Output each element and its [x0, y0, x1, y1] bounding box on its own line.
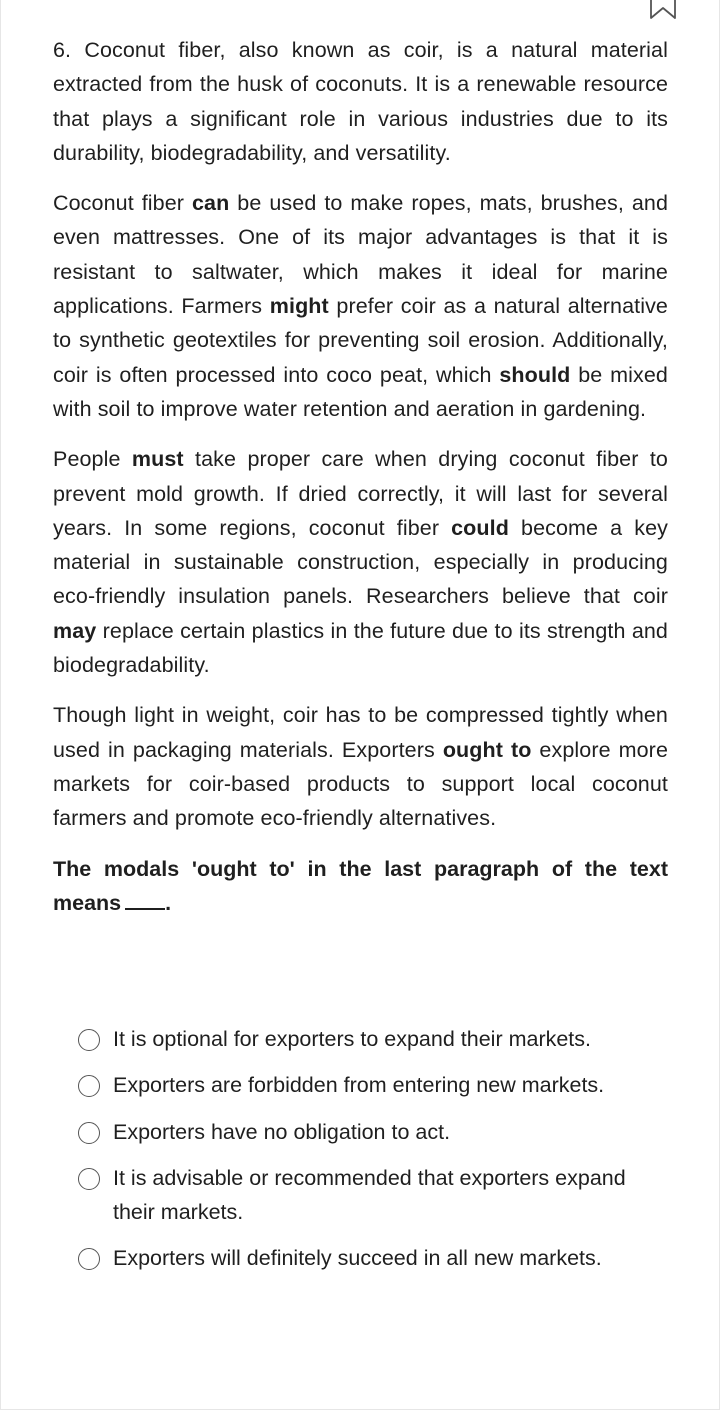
modal-verb: may — [53, 618, 97, 643]
passage-text: Coconut fiber — [53, 191, 192, 216]
radio-unchecked-icon[interactable] — [78, 1122, 100, 1144]
radio-unchecked-icon[interactable] — [78, 1029, 100, 1051]
modal-verb: must — [131, 447, 184, 472]
passage-text: prefer coir as a natural alternative to synthetic geotextiles for preventing soil erosion. Additionally, coir is often processed into coco peat, which — [53, 294, 668, 387]
answer-option-label: Exporters will definitely succeed in all new markets. — [113, 1246, 602, 1271]
modal-verb: should — [499, 362, 571, 387]
passage-text: People — [53, 447, 132, 472]
passage-paragraph-2 — [53, 186, 668, 426]
answer-option[interactable] — [78, 1161, 638, 1230]
radio-unchecked-icon[interactable] — [78, 1168, 100, 1190]
bookmark-icon[interactable] — [649, 0, 677, 20]
answer-option[interactable] — [78, 1115, 638, 1149]
answer-option[interactable] — [78, 1241, 638, 1275]
question-prompt — [53, 852, 668, 921]
modal-verb: might — [269, 294, 329, 319]
question-content — [53, 33, 668, 921]
passage-paragraph-1 — [53, 33, 668, 170]
answer-option[interactable] — [78, 1068, 638, 1102]
passage-paragraph-4 — [53, 698, 668, 835]
modal-verb: ought to — [442, 737, 532, 762]
answer-options — [78, 1022, 638, 1276]
passage-text: take proper care when drying coconut fiber to prevent mold growth. If dried correctly, it will last for several years. In some regions, coconut fiber — [53, 447, 668, 540]
passage-text: be mixed with soil to improve water retention and aeration in gardening. — [53, 362, 668, 421]
passage-paragraph-3 — [53, 442, 668, 682]
modal-verb: could — [451, 515, 509, 540]
passage-text: 6. Coconut fiber, also known as coir, is a natural material extracted from the husk of coconuts. It is a renewable resource that plays a significant role in various industries due to its durability, biodegradability, and versatility. — [53, 38, 668, 165]
answer-option-label: It is optional for exporters to expand their markets. — [113, 1027, 592, 1051]
passage-text: Though light in weight, coir has to be compressed tightly when used in packaging materials. Exporters — [53, 703, 668, 762]
answer-blank — [125, 896, 165, 910]
passage-text: become a key material in sustainable construction, especially in producing eco-friendly insulation panels. Researchers believe that coir — [53, 515, 668, 609]
answer-option[interactable] — [78, 1022, 638, 1056]
question-suffix: . — [165, 891, 172, 916]
radio-unchecked-icon[interactable] — [78, 1075, 100, 1097]
passage-text: replace certain plastics in the future due to its strength and biodegradability. — [53, 618, 668, 678]
passage-text: be used to make ropes, mats, brushes, and even mattresses. One of its major advantages is that it is resistant to saltwater, which makes it ideal for marine applications. Farmers — [53, 191, 669, 319]
answer-option-label: It is advisable or recommended that exporters expand their markets. — [113, 1165, 626, 1225]
modal-verb: can — [192, 191, 230, 216]
answer-option-label: Exporters are forbidden from entering new markets. — [113, 1073, 605, 1098]
passage-text: explore more markets for coir-based products to support local coconut farmers and promote eco-friendly alternatives. — [53, 737, 668, 831]
radio-unchecked-icon[interactable] — [78, 1248, 100, 1270]
answer-option-label: Exporters have no obligation to act. — [113, 1119, 451, 1144]
question-text: The modals 'ought to' in the last paragraph of the text means — [53, 856, 668, 916]
